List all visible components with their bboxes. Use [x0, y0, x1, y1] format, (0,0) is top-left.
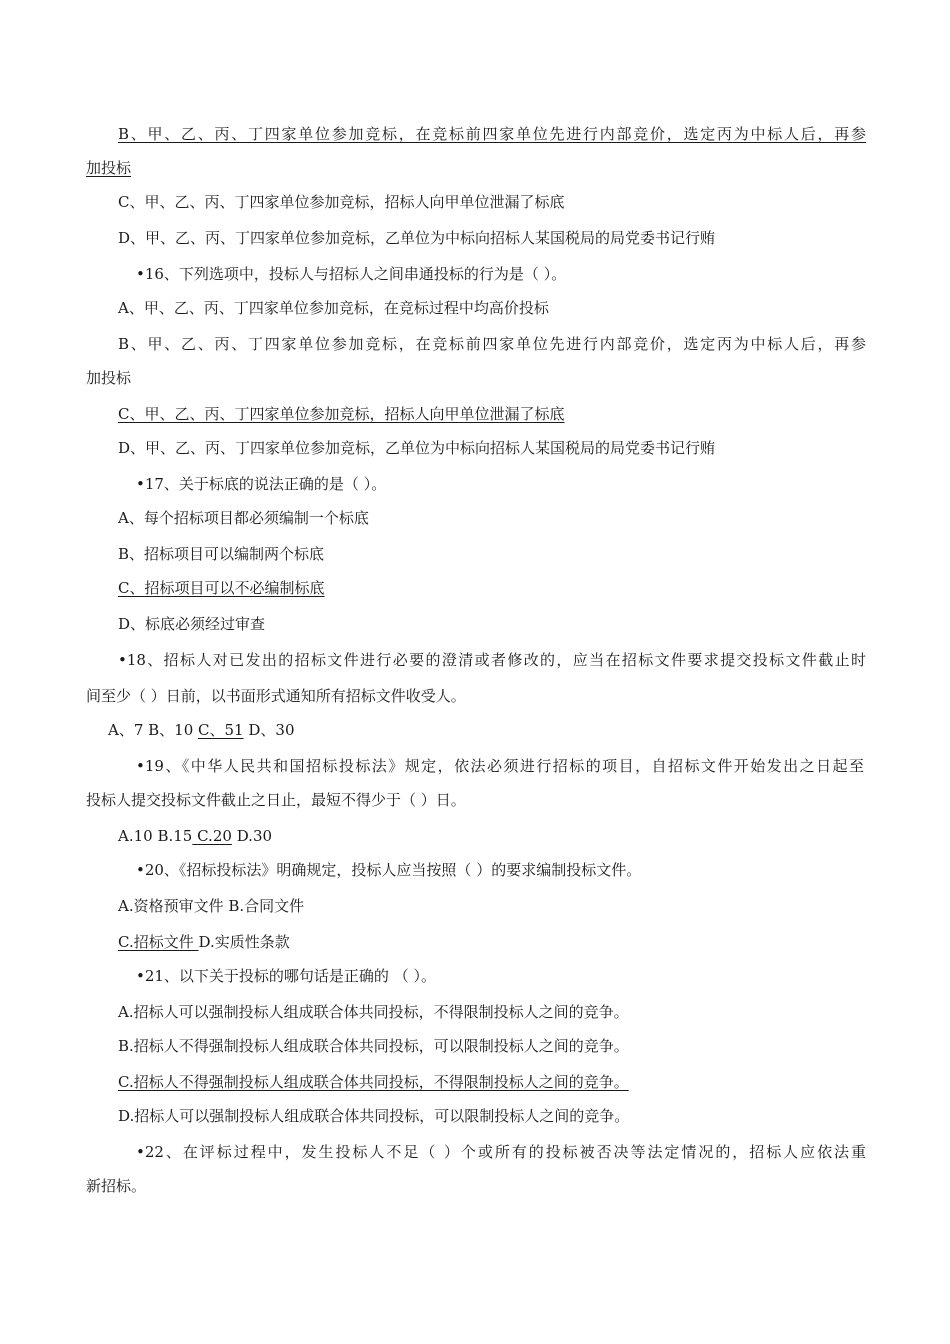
text-line: •18、招标人对已发出的招标文件进行必要的澄清或者修改的，应当在招标文件要求提交投标文件截止时: [118, 651, 866, 669]
text-line: 间至少（ ）日前，以书面形式通知所有招标文件收受人。: [86, 687, 466, 705]
text-line: 新招标。: [86, 1177, 147, 1195]
text-line: [118, 826, 272, 846]
underlined-answer: 加投标: [86, 159, 132, 177]
text-line: •19、《中华人民共和国招标投标法》规定，依法必须进行招标的项目，自招标文件开始发出之日起至: [136, 757, 864, 775]
text-line: [118, 932, 290, 952]
text-line: 加投标: [86, 369, 132, 387]
text-line: A、甲、乙、丙、丁四家单位参加竞标，在竞标过程中均高价投标: [118, 299, 549, 317]
text-line: •21、以下关于投标的哪句话是正确的 （ ）。: [136, 967, 436, 985]
text-segment: D.30: [231, 827, 273, 845]
text-line: B.招标人不得强制投标人组成联合体共同投标，可以限制投标人之间的竞争。: [118, 1037, 629, 1055]
text-line: A、每个招标项目都必须编制一个标底: [118, 509, 369, 527]
text-line: B、甲、乙、丙、丁四家单位参加竞标，在竞标前四家单位先进行内部竞价，选定丙为中标人后，再参: [118, 335, 866, 353]
text-segment: D、30: [243, 721, 295, 739]
underlined-answer: C.20: [192, 827, 232, 845]
underlined-answer: C、51: [198, 721, 244, 739]
underlined-answer: C、招标项目可以不必编制标底: [118, 579, 325, 597]
text-line: C、甲、乙、丙、丁四家单位参加竞标，招标人向甲单位泄漏了标底: [118, 193, 565, 211]
text-line: D、甲、乙、丙、丁四家单位参加竞标，乙单位为中标向招标人某国税局的局党委书记行贿: [118, 439, 716, 457]
text-line: •17、关于标底的说法正确的是（ ）。: [136, 475, 387, 493]
text-line: A.招标人可以强制投标人组成联合体共同投标，不得限制投标人之间的竞争。: [118, 1003, 629, 1021]
text-line: •20、《招标投标法》明确规定，投标人应当按照（ ）的要求编制投标文件。: [136, 861, 642, 879]
underlined-answer: C.招标文件: [118, 933, 199, 951]
text-line: •16、下列选项中，投标人与招标人之间串通投标的行为是（ ）。: [136, 265, 567, 283]
text-segment: A、7 B、10: [108, 721, 199, 739]
text-line: [108, 720, 295, 740]
text-segment: D.实质性条款: [198, 933, 290, 951]
underlined-answer: C.招标人不得强制投标人组成联合体共同投标，不得限制投标人之间的竞争。: [118, 1073, 629, 1091]
underlined-answer: C、甲、乙、丙、丁四家单位参加竞标，招标人向甲单位泄漏了标底: [118, 405, 565, 423]
text-line: B、招标项目可以编制两个标底: [118, 545, 325, 563]
text-line: 投标人提交投标文件截止之日止，最短不得少于（ ）日。: [86, 791, 466, 809]
text-line: D、标底必须经过审查: [118, 615, 266, 633]
text-segment: A.10 B.15: [118, 827, 193, 845]
text-line: D、甲、乙、丙、丁四家单位参加竞标，乙单位为中标向招标人某国税局的局党委书记行贿: [118, 229, 716, 247]
text-line: •22、在评标过程中，发生投标人不足（ ）个或所有的投标被否决等法定情况的，招标人应依法重: [136, 1143, 866, 1161]
underlined-answer: B、甲、乙、丙、丁四家单位参加竞标，在竞标前四家单位先进行内部竞价，选定丙为中标人后，再参: [118, 125, 866, 143]
text-line: D.招标人可以强制投标人组成联合体共同投标，可以限制投标人之间的竞争。: [118, 1107, 630, 1125]
text-line: A.资格预审文件 B.合同文件: [118, 897, 305, 915]
